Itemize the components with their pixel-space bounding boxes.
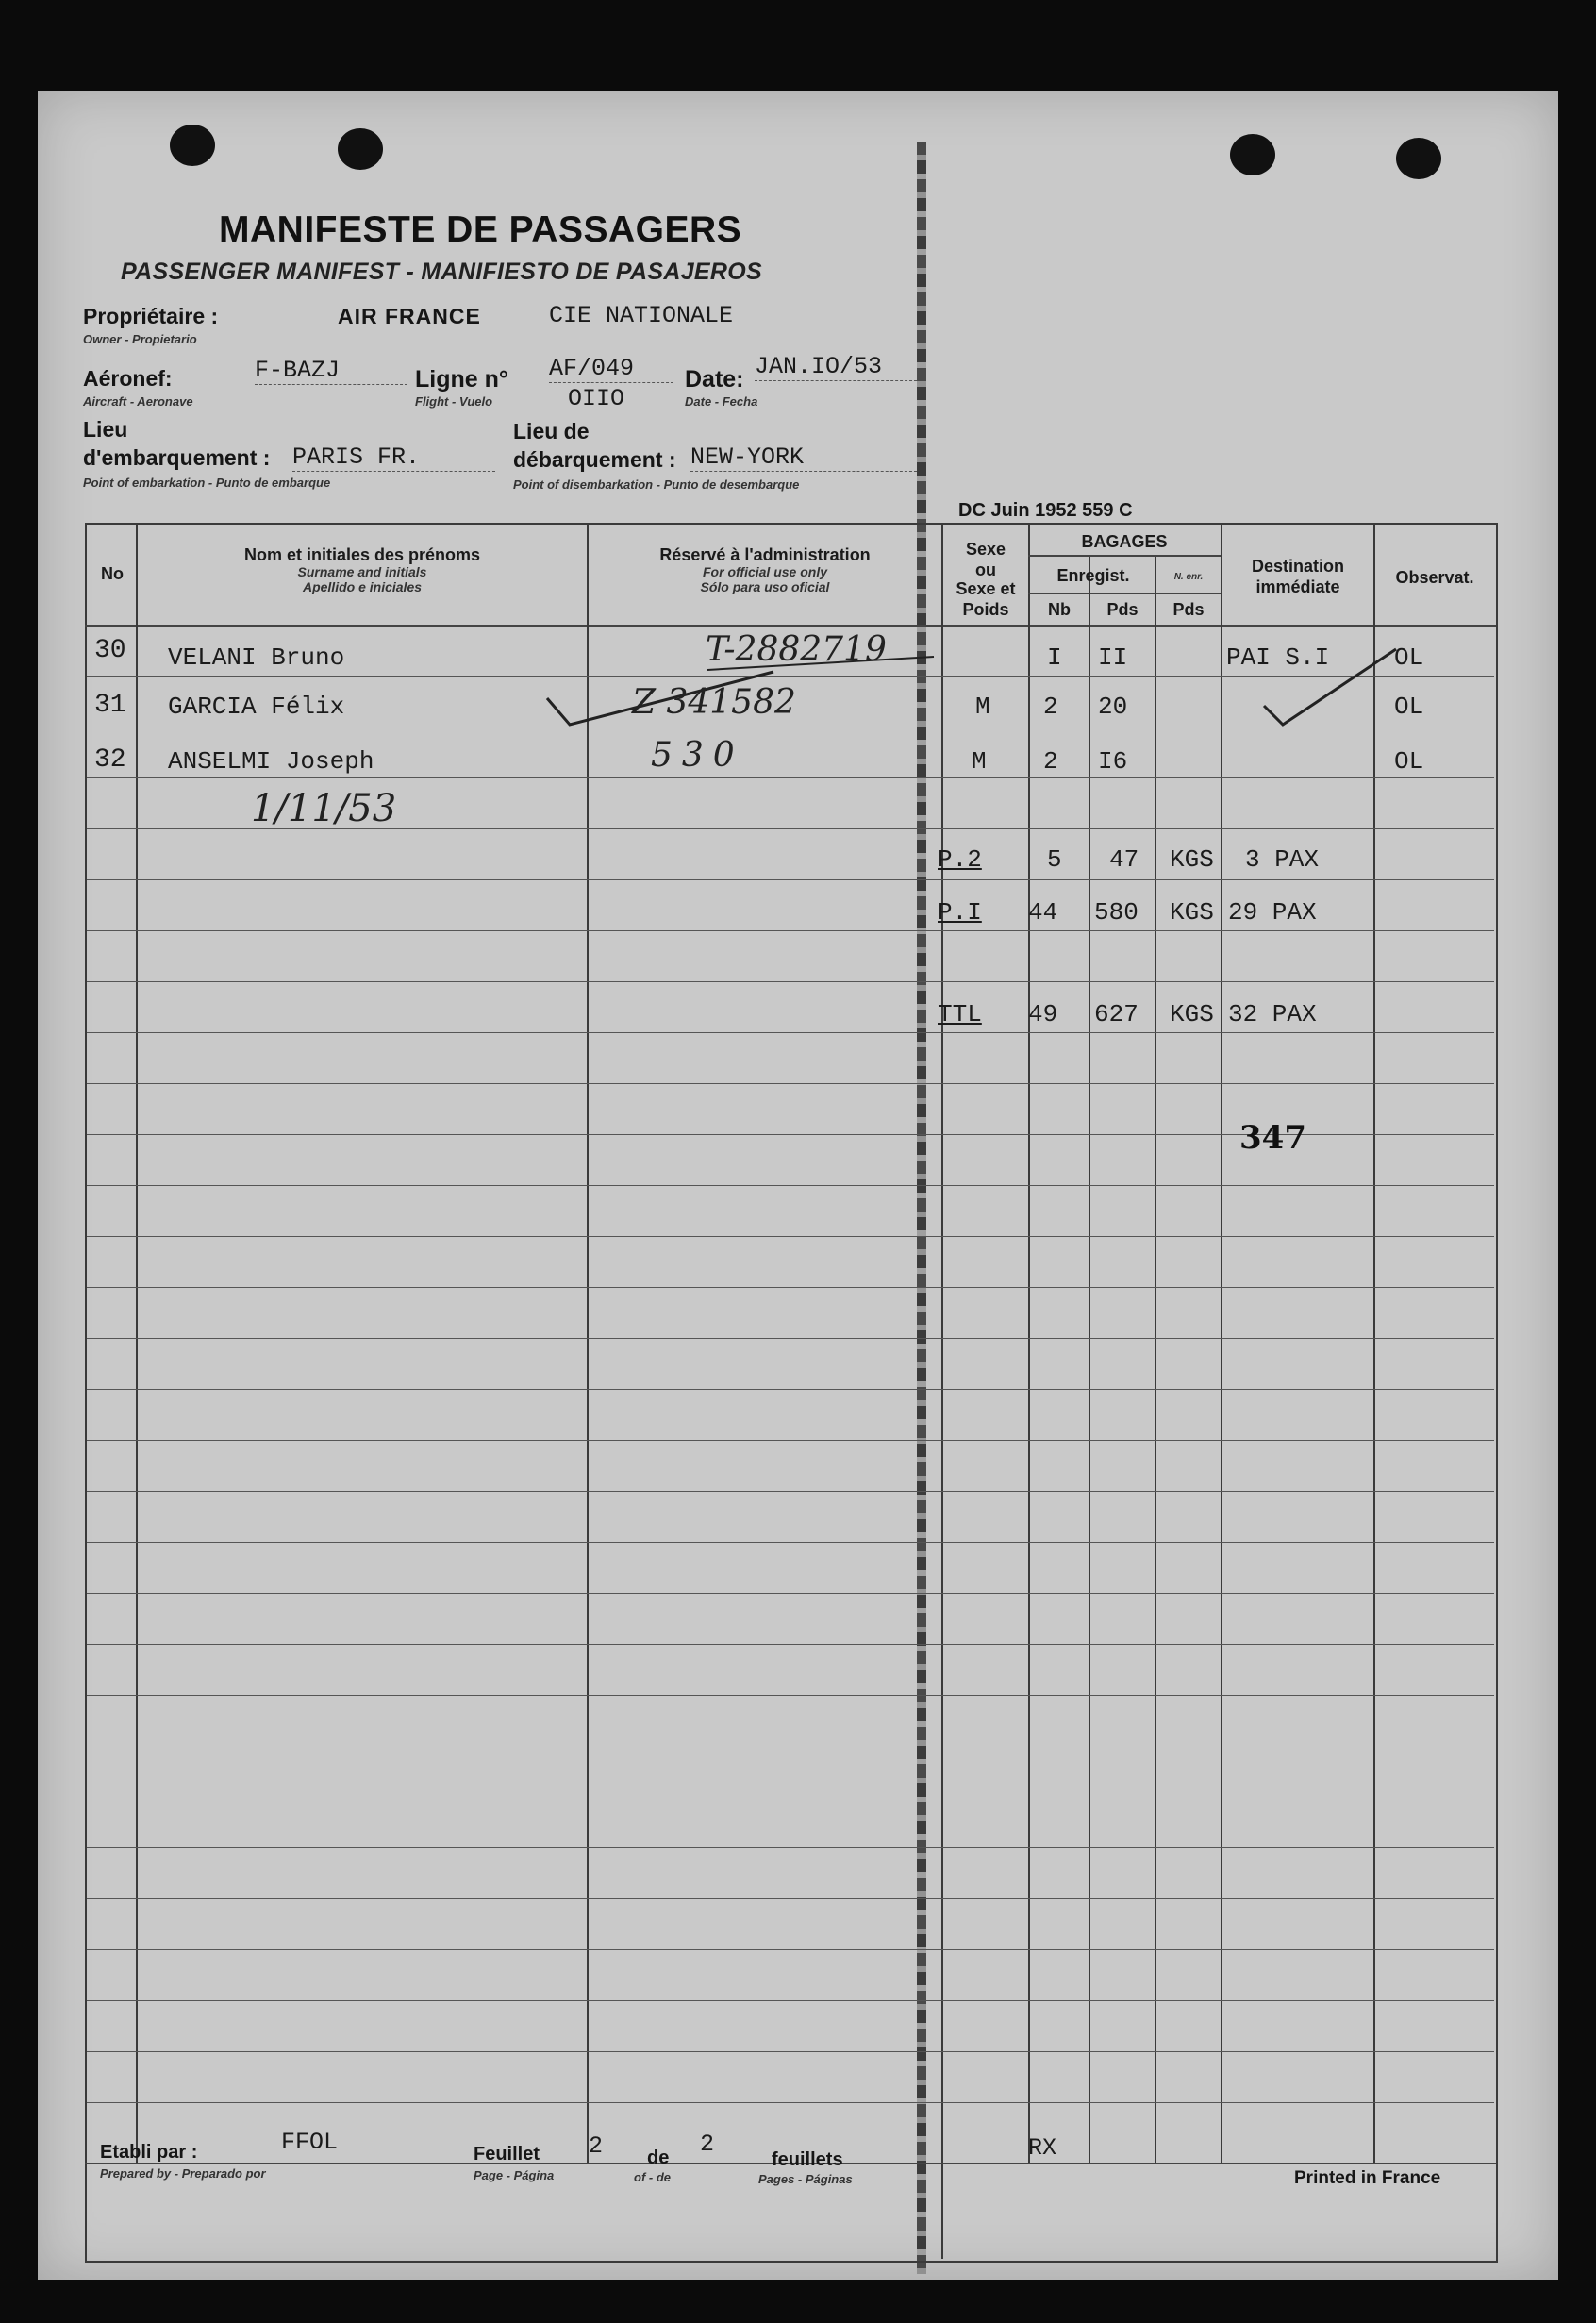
total-ttl-pax: 32 PAX bbox=[1228, 1000, 1317, 1028]
passenger-2-nb: 2 bbox=[1043, 693, 1058, 721]
passenger-3-pds: I6 bbox=[1098, 747, 1128, 776]
total-p2-pax: 3 PAX bbox=[1245, 845, 1320, 874]
of-sublabel: of - de bbox=[634, 2170, 671, 2184]
col-header-enregist: Enregist. bbox=[1056, 566, 1130, 585]
col-header-sex-1: Sexe bbox=[965, 540, 1006, 559]
col-subheader-name-2: Apellido e iniciales bbox=[302, 579, 423, 594]
col-header-pds: Pds bbox=[1106, 600, 1139, 619]
page-label: Feuillet bbox=[474, 2144, 540, 2164]
passenger-1-dest: PAI S.I bbox=[1226, 643, 1330, 672]
disembark-sublabel: Point of disembarkation - Punto de desembarque bbox=[513, 477, 800, 492]
embark-sublabel: Point of embarkation - Punto de embarque bbox=[83, 476, 331, 490]
row-rule bbox=[87, 1389, 1494, 1390]
pages-sublabel: Pages - Páginas bbox=[758, 2172, 853, 2186]
total-p1-label: P.I bbox=[938, 898, 982, 927]
col-divider-no bbox=[136, 523, 138, 2164]
row-rule bbox=[87, 1542, 1494, 1543]
passenger-1-nb: I bbox=[1047, 643, 1062, 672]
total-p2-pds: 47 bbox=[1109, 845, 1139, 874]
passenger-1-admin: T-2882719 bbox=[706, 630, 887, 669]
row-rule bbox=[87, 1032, 1494, 1033]
aircraft-sublabel: Aircraft - Aeronave bbox=[83, 394, 193, 409]
owner-sublabel: Owner - Propietario bbox=[83, 332, 197, 346]
passenger-2-name: GARCIA Félix bbox=[168, 693, 345, 721]
total-ttl-pds: 627 bbox=[1094, 1000, 1139, 1028]
col-header-destination-1: Destination bbox=[1251, 557, 1344, 576]
flight-value: AF/049 bbox=[549, 355, 673, 383]
enregist-header-divider bbox=[1028, 593, 1221, 594]
passenger-1-no: 30 bbox=[94, 636, 126, 665]
aircraft-value: F-BAZJ bbox=[255, 357, 407, 385]
row-rule bbox=[87, 1491, 1494, 1492]
passenger-3-no: 32 bbox=[94, 745, 126, 775]
passenger-1-pds: II bbox=[1098, 643, 1128, 672]
row-rule bbox=[87, 2051, 1494, 2052]
row-rule bbox=[87, 1695, 1494, 1696]
stamp-number: 347 bbox=[1239, 1119, 1306, 1157]
col-header-observ: Observat. bbox=[1395, 568, 1474, 587]
col-header-sex-3: Sexe et bbox=[956, 579, 1016, 598]
manifest-title: MANIFESTE DE PASSAGERS bbox=[219, 209, 742, 250]
row-rule bbox=[87, 1593, 1494, 1594]
date-sublabel: Date - Fecha bbox=[685, 394, 758, 409]
col-divider-pds bbox=[1155, 557, 1156, 2164]
row-rule bbox=[87, 930, 1494, 931]
col-header-bagages: BAGAGES bbox=[1081, 532, 1168, 551]
row-rule bbox=[87, 1338, 1494, 1339]
rx-note: RX bbox=[1028, 2134, 1057, 2162]
row-rule bbox=[87, 1949, 1494, 1950]
form-code: DC Juin 1952 559 C bbox=[958, 500, 1133, 521]
passenger-3-admin: 530 bbox=[651, 736, 744, 775]
col-divider-name bbox=[587, 523, 589, 2164]
passenger-2-admin: Z 341582 bbox=[632, 683, 796, 722]
col-header-sex-4: Poids bbox=[962, 600, 1009, 619]
col-divider-nenr bbox=[1221, 523, 1222, 2164]
col-header-name: Nom et initiales des prénoms bbox=[243, 545, 481, 564]
check-mark-dest bbox=[1264, 649, 1396, 725]
passenger-3-sex: M bbox=[972, 747, 987, 776]
total-ttl-unit: KGS bbox=[1170, 1000, 1214, 1028]
col-header-no: No bbox=[101, 564, 124, 583]
owner-printed-value: AIR FRANCE bbox=[338, 304, 481, 328]
date-label: Date: bbox=[685, 366, 744, 393]
col-divider-dest bbox=[1373, 523, 1375, 2164]
manifest-subtitle: PASSENGER MANIFEST - MANIFIESTO DE PASAJEROS bbox=[121, 259, 762, 285]
passenger-1-obs: OL bbox=[1394, 643, 1424, 672]
flight-value-secondary: OIIO bbox=[568, 385, 625, 412]
col-header-pds2: Pds bbox=[1172, 600, 1205, 619]
total-p2-nb: 5 bbox=[1047, 845, 1062, 874]
prepared-sublabel: Prepared by - Preparado por bbox=[100, 2166, 266, 2181]
col-header-destination-2: immédiate bbox=[1255, 577, 1340, 596]
embark-label-line1: Lieu bbox=[83, 417, 128, 442]
handwritten-date: 1/11/53 bbox=[251, 787, 397, 830]
row-rule bbox=[87, 2000, 1494, 2001]
total-ttl-nb: 49 bbox=[1028, 1000, 1058, 1028]
embark-label-line2: d'embarquement : bbox=[83, 445, 271, 470]
total-p2-label: P.2 bbox=[938, 845, 982, 874]
punch-hole-right-2 bbox=[1396, 138, 1441, 179]
col-subheader-name-1: Surname and initials bbox=[297, 564, 427, 579]
disembark-label-line2: débarquement : bbox=[513, 447, 676, 472]
prepared-value: FFOL bbox=[281, 2129, 339, 2156]
punch-hole-right-1 bbox=[1230, 134, 1275, 175]
row-rule bbox=[87, 1440, 1494, 1441]
pages-label: feuillets bbox=[772, 2149, 843, 2170]
printed-in-france: Printed in France bbox=[1294, 2168, 1441, 2188]
aircraft-label: Aéronef: bbox=[83, 366, 173, 391]
flight-label: Ligne n° bbox=[415, 366, 508, 393]
of-label: de bbox=[647, 2148, 670, 2168]
total-ttl-label: TTL bbox=[938, 1000, 982, 1028]
col-subheader-admin-1: For official use only bbox=[703, 564, 827, 579]
passenger-2-no: 31 bbox=[94, 691, 126, 720]
col-header-nb: Nb bbox=[1048, 600, 1071, 619]
date-value: JAN.IO/53 bbox=[755, 353, 917, 381]
col-divider-admin bbox=[941, 523, 943, 2259]
total-p1-pds: 580 bbox=[1094, 898, 1139, 927]
row-rule bbox=[87, 777, 1494, 778]
col-divider-sex bbox=[1028, 523, 1030, 2164]
strike-admin-1 bbox=[707, 657, 934, 670]
row-rule bbox=[87, 2102, 1494, 2103]
embark-value: PARIS FR. bbox=[292, 443, 495, 472]
prepared-label: Etabli par : bbox=[100, 2142, 198, 2163]
disembark-label-line1: Lieu de bbox=[513, 419, 590, 443]
bagages-header-divider bbox=[1028, 555, 1221, 557]
row-rule bbox=[87, 1236, 1494, 1237]
row-rule bbox=[87, 1898, 1494, 1899]
col-header-nenr: N. enr. bbox=[1173, 572, 1204, 582]
row-rule bbox=[87, 981, 1494, 982]
punch-hole-left-2 bbox=[338, 128, 383, 170]
col-header-admin: Réservé à l'administration bbox=[659, 545, 871, 564]
disembark-value: NEW-YORK bbox=[690, 443, 917, 472]
passenger-2-pds: 20 bbox=[1098, 693, 1128, 721]
total-p2-unit: KGS bbox=[1170, 845, 1214, 874]
punch-hole-left-1 bbox=[170, 125, 215, 166]
col-subheader-admin-2: Sólo para uso oficial bbox=[700, 579, 830, 594]
row-rule bbox=[87, 1644, 1494, 1645]
row-rule bbox=[87, 1083, 1494, 1084]
total-p1-unit: KGS bbox=[1170, 898, 1214, 927]
total-p1-nb: 44 bbox=[1028, 898, 1058, 927]
row-rule bbox=[87, 879, 1494, 880]
row-rule bbox=[87, 1185, 1494, 1186]
row-rule bbox=[87, 1847, 1494, 1848]
flight-sublabel: Flight - Vuelo bbox=[415, 394, 493, 409]
passenger-2-sex: M bbox=[975, 693, 990, 721]
total-p1-pax: 29 PAX bbox=[1228, 898, 1317, 927]
page-value: 2 bbox=[589, 2132, 604, 2160]
row-rule bbox=[87, 1287, 1494, 1288]
passenger-2-obs: OL bbox=[1394, 693, 1424, 721]
check-marks bbox=[528, 623, 1453, 736]
page-sublabel: Page - Página bbox=[474, 2168, 555, 2182]
of-value: 2 bbox=[700, 2131, 715, 2158]
passenger-3-obs: OL bbox=[1394, 747, 1424, 776]
passenger-1-name: VELANI Bruno bbox=[168, 643, 345, 672]
owner-label: Propriétaire : bbox=[83, 304, 219, 328]
owner-typed-value: CIE NATIONALE bbox=[549, 302, 734, 329]
manifest-table bbox=[85, 523, 1498, 2263]
passenger-3-name: ANSELMI Joseph bbox=[168, 747, 374, 776]
passenger-3-nb: 2 bbox=[1043, 747, 1058, 776]
check-mark-admin bbox=[547, 672, 773, 725]
col-divider-nb bbox=[1089, 557, 1090, 2164]
col-header-sex-2: ou bbox=[975, 560, 996, 579]
